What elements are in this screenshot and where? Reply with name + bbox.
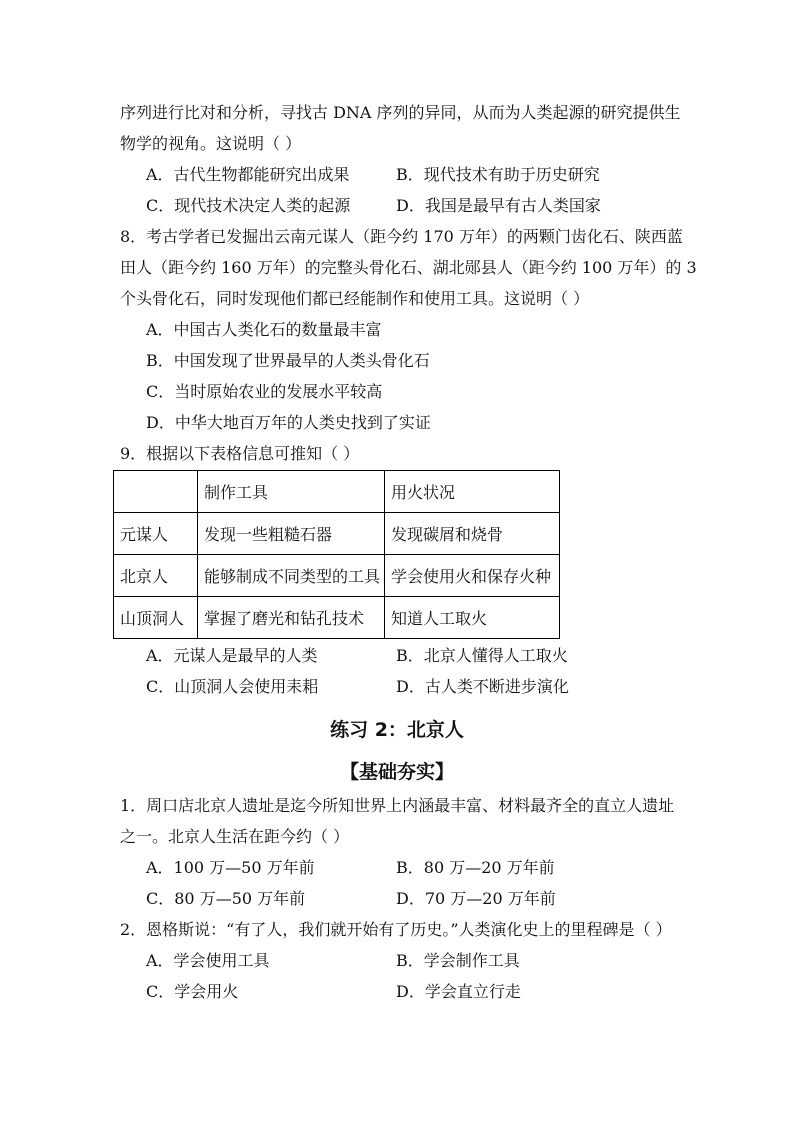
q9-option-c[interactable]: C．山顶洞人会使用耒耜 [146, 677, 319, 696]
table-header-cell: 用火状况 [385, 471, 560, 513]
subsection-title: 【基础夯实】 [339, 761, 454, 783]
q8-option-b[interactable]: B．中国发现了世界最早的人类头骨化石 [146, 351, 430, 370]
table-cell: 能够制成不同类型的工具 [198, 555, 385, 597]
p2-option-c[interactable]: C．学会用火 [146, 982, 239, 1001]
table-cell: 北京人 [114, 555, 198, 597]
p1-option-d[interactable]: D．70 万—20 万年前 [396, 889, 556, 908]
table-header-row [114, 471, 560, 513]
p1-stem-line2: 之一。北京人生活在距今约（ ） [120, 827, 350, 846]
q7-option-c[interactable]: C．现代技术决定人类的起源 [146, 196, 351, 215]
q7-option-d[interactable]: D．我国是最早有古人类国家 [396, 196, 601, 215]
q7-stem-line1: 序列进行比对和分析，寻找古 DNA 序列的异同，从而为人类起源的研究提供生 [120, 103, 681, 122]
table-cell: 掌握了磨光和钻孔技术 [198, 597, 385, 639]
table-cell: 学会使用火和保存火种 [385, 555, 560, 597]
table-row [114, 555, 560, 597]
q8-option-a[interactable]: A．中国古人类化石的数量最丰富 [146, 320, 382, 339]
p2-option-d[interactable]: D．学会直立行走 [396, 982, 521, 1001]
q7-option-a[interactable]: A．古代生物都能研究出成果 [146, 165, 350, 184]
p1-option-b[interactable]: B．80 万—20 万年前 [396, 858, 555, 877]
table-cell: 发现一些粗糙石器 [198, 513, 385, 555]
table-header-cell [114, 471, 198, 513]
table-cell: 发现碳屑和烧骨 [385, 513, 560, 555]
table-cell: 元谋人 [114, 513, 198, 555]
table-cell: 知道人工取火 [385, 597, 560, 639]
table-cell: 山顶洞人 [114, 597, 198, 639]
q9-stem: 9．根据以下表格信息可推知（ ） [120, 444, 360, 463]
q7-stem-line2: 物学的视角。这说明（ ） [120, 134, 302, 153]
p1-option-c[interactable]: C．80 万—50 万年前 [146, 889, 306, 908]
p2-option-b[interactable]: B．学会制作工具 [396, 951, 520, 970]
table-row [114, 513, 560, 555]
p1-option-a[interactable]: A．100 万—50 万年前 [146, 858, 315, 877]
q9-option-a[interactable]: A．元谋人是最早的人类 [146, 646, 318, 665]
q8-option-c[interactable]: C．当时原始农业的发展水平较高 [146, 382, 383, 401]
q9-info-table [113, 470, 560, 639]
q7-option-b[interactable]: B．现代技术有助于历史研究 [396, 165, 600, 184]
p2-stem: 2．恩格斯说：“有了人，我们就开始有了历史。”人类演化史上的里程碑是（ ） [120, 920, 672, 939]
table-row [114, 597, 560, 639]
table-header-cell: 制作工具 [198, 471, 385, 513]
q8-stem-line1: 8．考古学者已发掘出云南元谋人（距今约 170 万年）的两颗门齿化石、陕西蓝 [120, 227, 683, 246]
q9-option-d[interactable]: D．古人类不断进步演化 [396, 677, 569, 696]
q8-stem-line3: 个头骨化石，同时发现他们都已经能制作和使用工具。这说明（ ） [120, 289, 590, 308]
q8-option-d[interactable]: D．中华大地百万年的人类史找到了实证 [146, 413, 431, 432]
q8-stem-line2: 田人（距今约 160 万年）的完整头骨化石、湖北郧县人（距今约 100 万年）的 3 [120, 258, 697, 277]
q9-option-b[interactable]: B．北京人懂得人工取火 [396, 646, 568, 665]
p2-option-a[interactable]: A．学会使用工具 [146, 951, 270, 970]
section-title: 练习 2：北京人 [330, 719, 464, 741]
p1-stem-line1: 1．周口店北京人遗址是迄今所知世界上内涵最丰富、材料最齐全的直立人遗址 [120, 796, 675, 815]
